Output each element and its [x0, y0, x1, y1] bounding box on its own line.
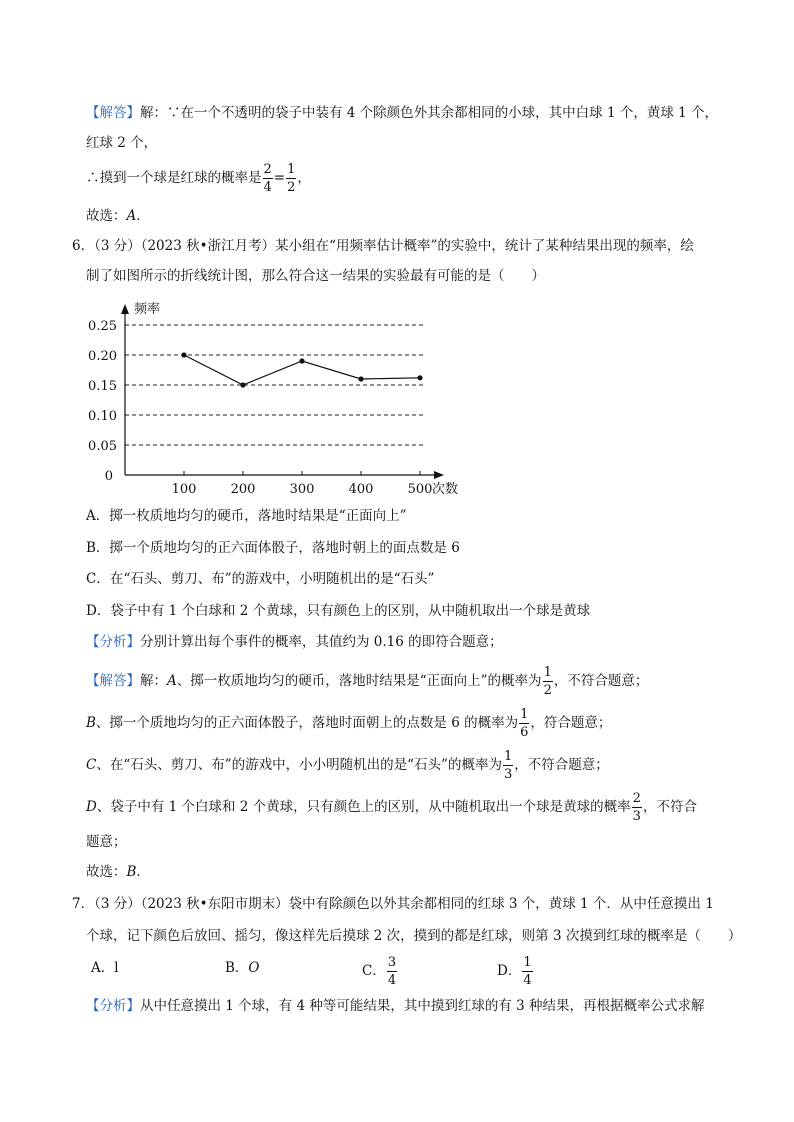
fraction: $\frac{1}{2}$ — [287, 162, 296, 195]
x-tick-label: 400 — [348, 482, 374, 497]
y-axis-title: 频率 — [134, 302, 161, 317]
x-tick-label: 100 — [171, 482, 197, 497]
data-point — [299, 358, 304, 363]
q6-solution-c: C、在“石头、剪刀、布”的游戏中，小小明随机出的是“石头”的概率为 $\frac{1}{3}$ ，不符合题意； — [86, 749, 609, 782]
analysis-tag: 【分析】 — [86, 998, 140, 1014]
y-tick-label: 0.05 — [88, 439, 117, 454]
q7-option-d: D． $\frac{1}{4}$ — [497, 955, 532, 988]
q7-stem-line1: 7．（3 分）（2023 秋•东阳市期末）袋中有除颜色以外其余都相同的红球 3 个，黄球 1 个．从中任意摸出 1 — [72, 896, 714, 912]
q6-choice: 故选：B． — [86, 864, 150, 880]
q6-solution-d-line2: 题意； — [86, 834, 127, 850]
fraction: $\frac{2}{4}$ — [263, 162, 272, 195]
y-axis-arrow — [121, 304, 129, 314]
q7-stem-line2: 个球，记下颜色后放回、摇匀，像这样先后摸球 2 次，摸到的都是红球，则第 3 次摸到红球的概率是（ ） — [86, 928, 742, 944]
q6-option-c: C．在“石头、剪刀、布”的游戏中，小明随机出的是“石头” — [86, 571, 435, 587]
y-tick-label: 0.15 — [88, 379, 117, 394]
data-point — [358, 376, 363, 381]
q6-stem-line1: 6．（3 分）（2023 秋•浙江月考）某小组在“用频率估计概率”的实验中，统计了某种结果出现的频率，绘 — [72, 238, 694, 254]
q7-analysis: 【分析】从中任意摸出 1 个球，有 4 种等可能结果，其中摸到红球的有 3 种结果，再根据概率公式求解 — [86, 998, 705, 1014]
q6-option-a: A．掷一枚质地均匀的硬币，落地时结果是“正面向上” — [86, 508, 407, 524]
q6-option-d: D．袋子中有 1 个白球和 2 个黄球，只有颜色上的区别，从中随机取出一个球是黄球 — [86, 603, 591, 619]
y-tick-label: 0.25 — [88, 319, 117, 334]
q6-option-b: B．掷一个质地均匀的正六面体骰子，落地时朝上的面点数是 6 — [86, 540, 460, 556]
q7-option-c: C． $\frac{3}{4}$ — [362, 955, 397, 988]
q5-solution-line2: 红球 2 个， — [86, 135, 158, 151]
solution-tag: 【解答】 — [86, 673, 140, 689]
q5-choice: 故选：A． — [86, 208, 150, 224]
x-tick-label: 300 — [289, 482, 315, 497]
q5-solution-line1: 【解答】解：∵在一个不透明的袋子中装有 4 个除颜色外其余都相同的小球，其中白球 1 个，黄球 1 个， — [86, 105, 719, 121]
origin-label: 0 — [104, 469, 113, 484]
fraction: $\frac{1}{6}$ — [520, 707, 529, 740]
q5-solution-line3: ∴摸到一个球是红球的概率是 $\frac{2}{4}$ = $\frac{1}{2}$ ， — [86, 162, 311, 195]
q6-analysis: 【分析】分别计算出每个事件的概率，其值约为 0.16 的即符合题意； — [86, 634, 503, 650]
q6-stem-line2: 制了如图所示的折线统计图，那么符合这一结果的实验最有可能的是（ ） — [86, 268, 545, 284]
x-axis-title: 次数 — [432, 482, 459, 497]
x-tick-label: 500 — [407, 482, 433, 497]
q7-option-a: A．l — [91, 960, 119, 976]
frequency-line-chart — [80, 298, 459, 498]
data-point — [240, 382, 245, 387]
y-tick-label: 0.10 — [88, 409, 117, 424]
x-axis-arrow — [434, 471, 444, 479]
data-point — [181, 352, 186, 357]
analysis-tag: 【分析】 — [86, 634, 140, 650]
y-tick-label: 0.20 — [88, 349, 117, 364]
fraction: $\frac{1}{2}$ — [543, 665, 552, 698]
x-tick-label: 200 — [230, 482, 256, 497]
q7-option-b: B．O — [225, 960, 260, 976]
fraction: $\frac{1}{4}$ — [523, 955, 532, 988]
q6-solution-d: D、袋子中有 1 个白球和 2 个黄球，只有颜色上的区别，从中随机取出一个球是黄球的概率 $\frac{2}{3}$ ，不符合 — [86, 791, 697, 824]
fraction: $\frac{3}{4}$ — [387, 955, 397, 988]
fraction: $\frac{1}{3}$ — [503, 749, 513, 782]
q6-solution-b: B、掷一个质地均匀的正六面体骰子，落地时面朝上的点数是 6 的概率为 $\frac{1}{6}$ ，符合题意； — [86, 707, 612, 740]
solution-tag: 【解答】 — [86, 105, 140, 121]
fraction: $\frac{2}{3}$ — [632, 791, 641, 824]
q6-solution-a: 【解答】解：A、掷一枚质地均匀的硬币，落地时结果是“正面向上”的概率为 $\frac{1}{2}$ ，不符合题意； — [86, 665, 649, 698]
data-point — [417, 375, 422, 380]
